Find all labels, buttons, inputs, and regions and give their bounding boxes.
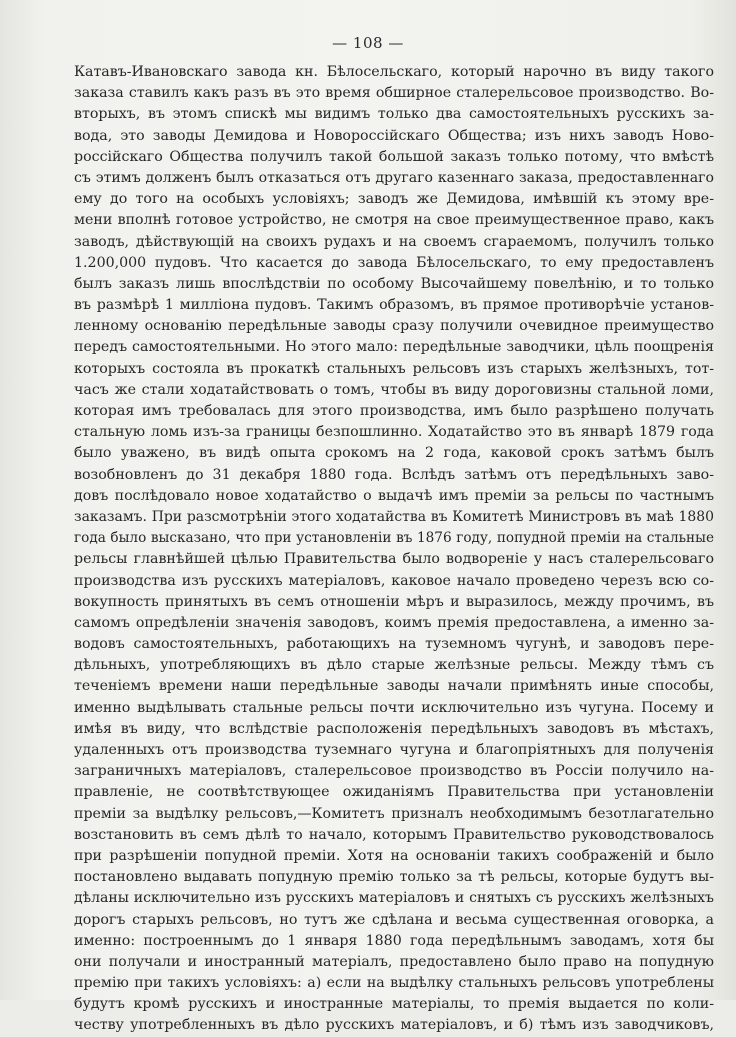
text-line: заводъ, дѣйствующій на своихъ рудахъ и на своемъ сгараемомъ, получилъ только [74,233,714,250]
text-line: дѣланы исключительно изъ русскихъ матеріаловъ и снятыхъ съ русскихъ желѣзныхъ [74,890,714,907]
text-line: рельсы главнѣйшей цѣлью Правительства было водвореніе у насъ сталерельсоваго [74,551,714,568]
text-line: было уважено, въ видѣ опыта срокомъ на 2 года, каковой срокъ затѣмъ былъ [74,445,714,462]
text-line: дорогъ старыхъ рельсовъ, но тутъ же сдѣлана и весьма существенная оговорка, а [74,911,714,928]
text-line: при разрѣшеніи попудной преміи. Хотя на основаніи такихъ соображеній и было [74,847,714,864]
text-line: они получали и иностранный матеріалъ, предоставлено было право на попудную [74,953,714,970]
text-line: былъ заказъ лишь впослѣдствіи по особому Высочайшему повелѣнію, и то только [74,275,714,292]
text-line: имѣя въ виду, что вслѣдствіе расположенія передѣльныхъ заводовъ въ мѣстахъ, [74,720,714,737]
text-line: именно: построеннымъ до 1 января 1880 года передѣльнымъ заводамъ, хотя бы [74,932,714,949]
text-line: честву употребленныхъ въ дѣло русскихъ матеріаловъ, и б) тѣмъ изъ заводчиковъ, [74,1017,714,1034]
text-line: часъ же стали ходатайствовать о томъ, чтобы въ виду дороговизны стальной ломи, [74,381,714,398]
text-line: заказамъ. При разсмотрѣніи этого ходатайства въ Комитетѣ Министровъ въ маѣ 1880 [74,508,714,525]
text-line: которыхъ состояла въ прокаткѣ стальныхъ рельсовъ изъ старыхъ желѣзныхъ, тот- [74,360,714,377]
text-line: правленіе, не соотвѣтствующее ожиданіямъ Правительства при установленіи [74,784,714,801]
text-line: дѣльныхъ, употребляющихъ въ дѣло старые желѣзные рельсы. Между тѣмъ съ [74,657,714,674]
text-line: 1.200,000 пудовъ. Что касается до завода Бѣлосельскаго, то ему предоставленъ [74,254,714,271]
text-line: съ этимъ долженъ былъ отказаться отъ другаго казеннаго заказа, предоставленнаго [74,169,714,186]
text-line: водовъ самостоятельныхъ, работающихъ на туземномъ чугунѣ, и заводовъ пере- [74,636,714,653]
text-line: теченіемъ времени наши передѣльные заводы начали примѣнять иные способы, [74,678,714,695]
text-line: довъ послѣдовало новое ходатайство о выдачѣ имъ преміи за рельсы по частнымъ [74,487,714,504]
text-line: мени вполнѣ готовое устройство, не смотря на свое преимущественное право, какъ [74,212,714,229]
text-line: стальную ломь изъ-за границы безпошлинно. Ходатайство это въ январѣ 1879 года [74,424,714,441]
text-line: преміи за выдѣлку рельсовъ,—Комитетъ призналъ необходимымъ безотлагательно [74,805,714,822]
text-line: возобновленъ до 31 декабря 1880 года. Вслѣдъ затѣмъ отъ передѣльныхъ заво- [74,466,714,483]
text-line: удаленныхъ отъ производства туземнаго чугуна и благопріятныхъ для полученія [74,742,714,758]
body-text [74,62,714,1037]
text-line: Катавъ-Ивановскаго завода кн. Бѣлосельскаго, который нарочно въ виду такого [74,64,714,80]
text-line: россійскаго Общества получилъ такой большой заказъ только потому, что вмѣстѣ [74,148,714,165]
text-line: передъ самостоятельными. Но этого мало: передѣльные заводчики, цѣль поощренія [74,339,714,356]
text-line: будутъ кромѣ русскихъ и иностранные матеріалы, то премія выдается по коли- [74,996,714,1013]
text-line: вода, это заводы Демидова и Новороссійскаго Общества; изъ нихъ заводъ Ново- [74,127,714,144]
text-line: въ размѣрѣ 1 милліона пудовъ. Такимъ образомъ, въ прямое противорѣчіе установ- [74,297,714,314]
text-line: постановлено выдавать попудную премію только за тѣ рельсы, которые будутъ вы- [74,869,714,886]
text-line: производства изъ русскихъ матеріаловъ, каковое начало проведено черезъ всю со- [74,572,714,589]
text-line: ему до того на особыхъ условіяхъ; заводъ же Демидова, имѣвшій къ этому вре- [74,191,714,208]
text-line: которая имъ требовалась для этого производства, имъ было разрѣшено получать [74,403,714,419]
page-number: — 108 — [332,34,404,52]
text-line: премію при такихъ условіяхъ: а) если на выдѣлку стальныхъ рельсовъ употреблены [74,975,714,992]
text-line: года было высказано, что при установленіи въ 1876 году, попудной преміи на стальные [74,530,714,547]
text-line: заказа ставилъ какъ разъ въ это время обширное сталерельсовое производство. Во- [74,85,714,102]
text-line: заграничныхъ матеріаловъ, сталерельсовое производство въ Россіи получило на- [74,763,714,780]
text-line: вокупность принятыхъ въ семъ отношеніи мѣръ и выразилось, между прочимъ, въ [74,593,714,610]
text-line: вторыхъ, въ этомъ спискѣ мы видимъ только два самостоятельныхъ русскихъ за- [74,106,714,123]
text-line: возстановить въ семъ дѣлѣ то начало, которымъ Правительство руководствовалось [74,826,714,843]
text-line: ленному основанію передѣльные заводы сразу получили очевидное преимущество [74,318,714,335]
text-line: именно выдѣлывать стальные рельсы почти исключительно изъ чугуна. Посему и [74,699,714,716]
text-line: самомъ опредѣленіи значенія заводовъ, коимъ премія предоставлена, а именно за- [74,614,714,631]
